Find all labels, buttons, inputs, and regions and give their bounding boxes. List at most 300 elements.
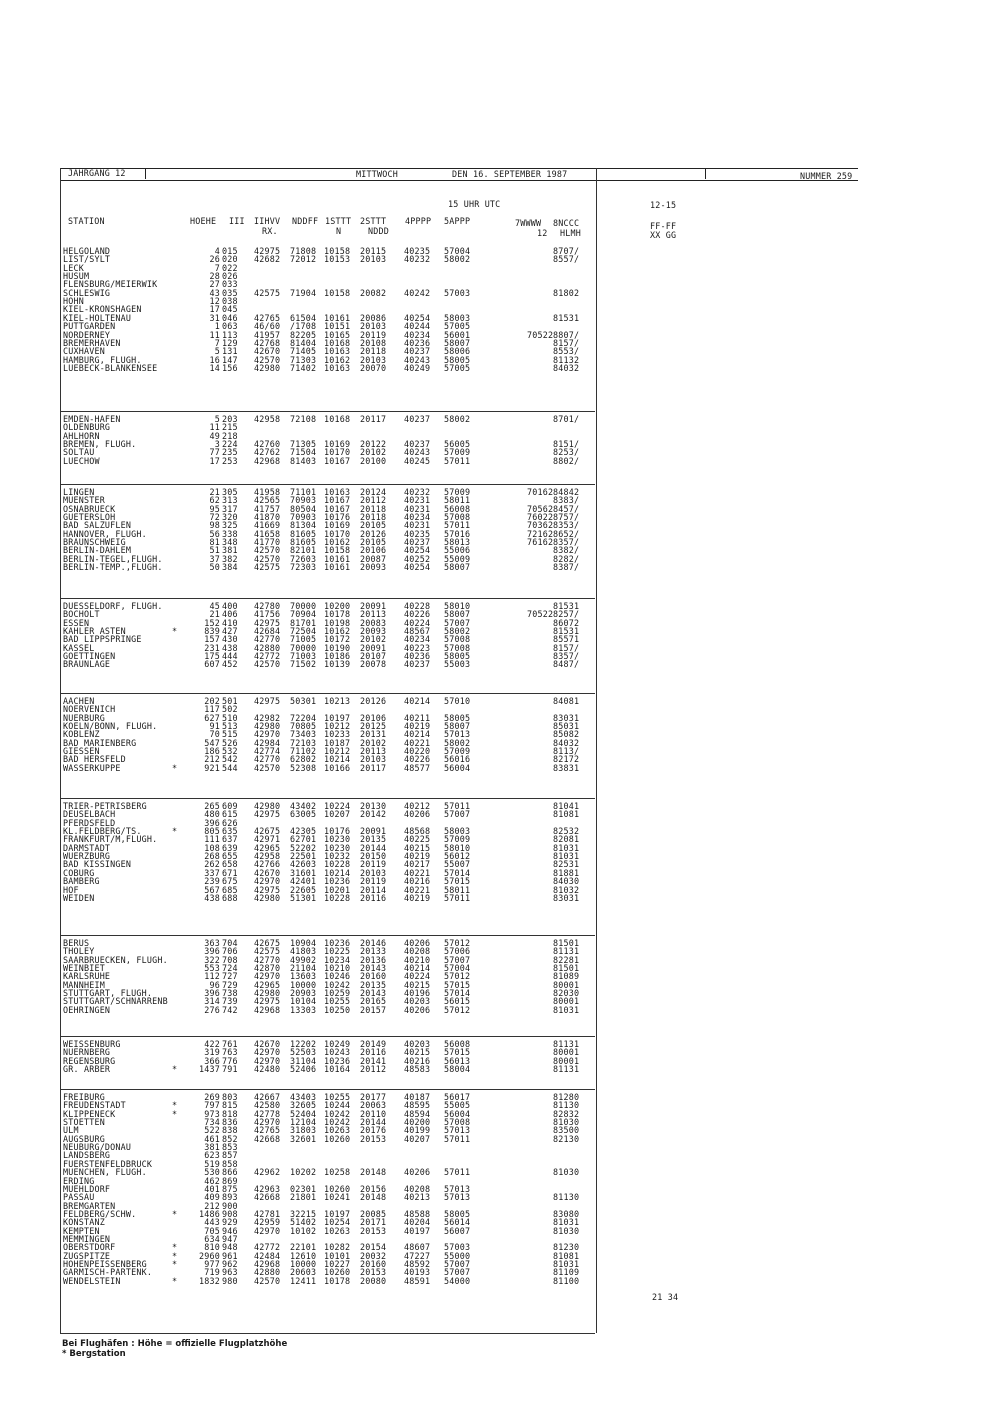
station-index: 724 — [222, 963, 238, 974]
obs-value: 82081 — [553, 834, 580, 845]
obs-value: 20085 — [360, 1208, 387, 1219]
obs-value: 10104 — [290, 996, 317, 1007]
obs-value: 57008 — [444, 1117, 471, 1128]
station-index: 963 — [222, 1267, 238, 1278]
station-height: 72 — [209, 512, 220, 523]
station-height: 973 — [204, 1108, 220, 1119]
obs-value: 42970 — [254, 1225, 281, 1236]
obs-value: 22101 — [290, 1242, 317, 1253]
obs-value: 40211 — [404, 712, 431, 723]
station-name: CUXHAVEN — [63, 346, 105, 357]
station-index: 305 — [222, 487, 238, 497]
station-index: 381 — [222, 545, 238, 556]
col-ffff: FF-FF — [650, 221, 677, 231]
obs-value: 57009 — [444, 487, 471, 497]
obs-value: 72303 — [290, 562, 317, 573]
obs-value: /1708 — [290, 321, 317, 332]
obs-value: 71904 — [290, 287, 317, 298]
obs-value: 40220 — [404, 746, 431, 757]
station-height: 396 — [204, 946, 220, 957]
obs-value: 57007 — [444, 954, 471, 965]
obs-value: 10241 — [324, 1192, 351, 1203]
station-height: 797 — [204, 1100, 220, 1111]
station-name: BAD LIPPSPRINGE — [63, 634, 142, 645]
issue-number: NUMMER 259 — [800, 171, 853, 181]
obs-value: 20103 — [360, 867, 387, 878]
obs-value: 10224 — [324, 801, 351, 811]
group-divider — [60, 1089, 595, 1090]
station-name: DARMSTADT — [63, 842, 111, 853]
station-height: 1486 — [199, 1208, 220, 1219]
obs-value: 42970 — [254, 876, 281, 887]
obs-value: 42570 — [254, 553, 281, 564]
obs-value: 58007 — [444, 562, 471, 573]
obs-value: 58007 — [444, 721, 471, 732]
obs-value: 10161 — [324, 562, 351, 573]
obs-value: 42670 — [254, 346, 281, 357]
obs-value: 82172 — [553, 754, 580, 765]
station-index: 818 — [222, 1108, 238, 1119]
obs-value: 40187 — [404, 1092, 431, 1102]
station-height: 276 — [204, 1004, 220, 1015]
station-height: 462 — [204, 1175, 220, 1186]
obs-value: 20148 — [360, 1167, 387, 1178]
obs-value: 8253/ — [553, 447, 580, 458]
obs-value: 58002 — [444, 737, 471, 748]
col-8nccc-sub2: HLMH — [560, 228, 581, 238]
obs-value: 57013 — [444, 729, 471, 740]
obs-value: 58002 — [444, 414, 471, 424]
col-4pppp: 4PPPP — [405, 216, 432, 226]
station-height: 111 — [204, 834, 220, 845]
obs-value: 57009 — [444, 746, 471, 757]
station-name: BERLIN-DAHLEM — [63, 545, 132, 556]
station-height: 56 — [209, 528, 220, 539]
obs-value: 20080 — [360, 1275, 387, 1286]
col-iihvv-sub: RX. — [262, 226, 278, 236]
obs-value: 10158 — [324, 287, 351, 298]
obs-value: 10162 — [324, 537, 351, 548]
obs-value: 58005 — [444, 354, 471, 365]
station-index: 015 — [222, 246, 238, 256]
obs-value: 10163 — [324, 487, 351, 497]
station-index: 147 — [222, 354, 238, 365]
station-height: 175 — [204, 651, 220, 662]
obs-value: 72162 — [527, 528, 554, 539]
obs-value: 40221 — [404, 884, 431, 895]
obs-value: 85031 — [553, 721, 580, 732]
station-height: 530 — [204, 1167, 220, 1178]
station-index: 729 — [222, 979, 238, 990]
station-index: 688 — [222, 892, 238, 903]
obs-value: 20143 — [360, 988, 387, 999]
obs-value: 85082 — [553, 729, 580, 740]
obs-value: 42774 — [254, 746, 281, 757]
obs-value: 40206 — [404, 938, 431, 948]
station-height: 14 — [209, 362, 220, 373]
obs-value: 20032 — [360, 1250, 387, 1261]
obs-value: 57013 — [444, 1125, 471, 1136]
col-iii: III — [229, 216, 245, 226]
obs-value: 81404 — [290, 337, 317, 348]
obs-value: 56008 — [444, 1039, 471, 1049]
obs-value: 20135 — [360, 979, 387, 990]
obs-value: 81032 — [553, 884, 580, 895]
obs-value: 10263 — [324, 1125, 351, 1136]
obs-value: 10197 — [324, 1208, 351, 1219]
obs-value: 56008 — [444, 503, 471, 514]
obs-value: 40196 — [404, 988, 431, 999]
station-height: 461 — [204, 1133, 220, 1144]
obs-value: 56004 — [444, 1108, 471, 1119]
obs-value: 81605 — [290, 537, 317, 548]
station-height: 11 — [209, 329, 220, 340]
station-index: 444 — [222, 651, 238, 662]
station-height: 70 — [209, 729, 220, 740]
obs-value: 81131 — [553, 1064, 580, 1075]
station-name: LIST/SYLT — [63, 254, 111, 265]
station-index: 947 — [222, 1233, 238, 1244]
station-name: BERLIN-TEGEL,FLUGH. — [63, 553, 163, 564]
obs-value: 10164 — [324, 1064, 351, 1075]
station-name: NUERBURG — [63, 712, 105, 723]
obs-value: 42984 — [254, 737, 281, 748]
obs-value: 20110 — [360, 1108, 387, 1119]
station-height: 231 — [204, 642, 220, 653]
obs-value: 48567 — [404, 626, 431, 637]
obs-value: 42575 — [254, 562, 281, 573]
station-height: 95 — [209, 503, 220, 514]
obs-value: 42968 — [254, 1004, 281, 1015]
obs-value: 42962 — [254, 1167, 281, 1178]
obs-value: 40225 — [404, 834, 431, 845]
station-index: 708 — [222, 954, 238, 965]
obs-value: 40243 — [404, 447, 431, 458]
station-height: 21 — [209, 609, 220, 620]
station-index: 761 — [222, 1039, 238, 1049]
obs-value: 10000 — [290, 1259, 317, 1269]
obs-value: 21104 — [290, 963, 317, 974]
station-name: PFERDSFELD — [63, 817, 116, 828]
obs-value: 81531 — [553, 601, 580, 611]
obs-value: 20087 — [360, 553, 387, 564]
station-name: FRANKFURT/M,FLUGH. — [63, 834, 158, 845]
obs-value: 42580 — [254, 1100, 281, 1111]
station-index: 639 — [222, 842, 238, 853]
station-name: COBURG — [63, 867, 95, 878]
obs-value: 81881 — [553, 867, 580, 878]
station-name: BREMGARTEN — [63, 1200, 116, 1211]
station-height: 805 — [204, 826, 220, 837]
obs-value: 82101 — [290, 545, 317, 556]
obs-value: 83500 — [553, 1125, 580, 1136]
obs-value: 10176 — [324, 826, 351, 837]
obs-value: 20102 — [360, 737, 387, 748]
obs-value: 8257/ — [553, 609, 580, 620]
obs-value: 82281 — [553, 954, 580, 965]
col-iihvv: IIHVV — [254, 216, 281, 226]
obs-value: 48568 — [404, 826, 431, 837]
station-name: BAD KISSINGEN — [63, 859, 132, 870]
station-height: 265 — [204, 801, 220, 811]
obs-value: 42668 — [254, 1192, 281, 1203]
obs-value: 43402 — [290, 801, 317, 811]
station-index: 510 — [222, 712, 238, 723]
obs-value: 84032 — [553, 362, 580, 373]
obs-value: 13603 — [290, 971, 317, 982]
obs-value: 56013 — [444, 1055, 471, 1066]
obs-value: 20091 — [360, 601, 387, 611]
obs-value: 10170 — [324, 447, 351, 458]
obs-value: 42570 — [254, 545, 281, 556]
obs-value: 42975 — [254, 884, 281, 895]
obs-value: 40212 — [404, 801, 431, 811]
station-name: GUETERSLOH — [63, 512, 116, 523]
obs-value: 20136 — [360, 954, 387, 965]
obs-value: 81501 — [553, 963, 580, 974]
obs-value: 42980 — [254, 362, 281, 373]
obs-value: 55005 — [444, 1100, 471, 1111]
station-name: PASSAU — [63, 1192, 95, 1203]
station-height: 719 — [204, 1267, 220, 1278]
obs-value: 20108 — [360, 337, 387, 348]
obs-value: 40254 — [404, 312, 431, 323]
station-name: OEHRINGEN — [63, 1004, 111, 1015]
station-name: BERLIN-TEMP.,FLUGH. — [63, 562, 163, 573]
station-index: 515 — [222, 729, 238, 740]
obs-value: 40219 — [404, 851, 431, 862]
station-height: 50 — [209, 562, 220, 573]
station-index: 382 — [222, 553, 238, 564]
obs-value: 31803 — [290, 1125, 317, 1136]
station-index: 869 — [222, 1175, 238, 1186]
obs-value: 40237 — [404, 659, 431, 670]
station-height: 623 — [204, 1150, 220, 1161]
obs-value: 81605 — [290, 528, 317, 539]
station-name: WEINBIET — [63, 963, 105, 974]
obs-value: 41669 — [254, 520, 281, 531]
obs-value: 41757 — [254, 503, 281, 514]
obs-value: 20091 — [360, 826, 387, 837]
table-border — [596, 168, 597, 1333]
station-name: MUENCHEN, FLUGH. — [63, 1167, 147, 1178]
station-height: 239 — [204, 876, 220, 887]
obs-value: 57014 — [444, 867, 471, 878]
obs-value: 82532 — [553, 826, 580, 837]
obs-value: 71003 — [290, 651, 317, 662]
obs-value: 82531 — [553, 859, 580, 870]
obs-value: 58002 — [444, 626, 471, 637]
obs-value: 8151/ — [553, 439, 580, 450]
obs-value: 20105 — [360, 537, 387, 548]
obs-value: 20107 — [360, 651, 387, 662]
obs-value: 42980 — [254, 988, 281, 999]
station-name: KASSEL — [63, 642, 95, 653]
obs-value: 41770 — [254, 537, 281, 548]
obs-value: 42959 — [254, 1217, 281, 1228]
group-divider — [60, 411, 595, 412]
station-index: 113 — [222, 329, 238, 340]
obs-value: 20112 — [360, 1064, 387, 1075]
obs-value: 70522 — [527, 609, 554, 620]
station-name: MEMMINGEN — [63, 1233, 111, 1244]
obs-value: 48607 — [404, 1242, 431, 1253]
obs-value: 10255 — [324, 996, 351, 1007]
obs-value: 40203 — [404, 996, 431, 1007]
obs-value: 83080 — [553, 1208, 580, 1219]
station-height: 4 — [214, 246, 220, 256]
obs-value: 48577 — [404, 762, 431, 773]
obs-value: 42975 — [254, 617, 281, 628]
obs-value: 48592 — [404, 1259, 431, 1269]
obs-value: 71101 — [290, 487, 317, 497]
obs-value: 20142 — [360, 809, 387, 820]
station-name: FUERSTENFELDBRUCK — [63, 1158, 153, 1169]
obs-value: 61504 — [290, 312, 317, 323]
station-height: 202 — [204, 696, 220, 706]
obs-value: 55009 — [444, 553, 471, 564]
table-bottom-rule — [60, 1333, 595, 1334]
obs-value: 42963 — [254, 1183, 281, 1194]
obs-value: 42968 — [254, 455, 281, 466]
obs-value: 10249 — [324, 1039, 351, 1049]
station-name: KIEL-KRONSHAGEN — [63, 304, 142, 315]
station-index: 803 — [222, 1092, 238, 1102]
obs-value: 40204 — [404, 1217, 431, 1228]
station-name: WASSERKUPPE — [63, 762, 121, 773]
obs-value: 57005 — [444, 362, 471, 373]
station-index: 542 — [222, 754, 238, 765]
station-index: 513 — [222, 721, 238, 732]
station-index: 406 — [222, 609, 238, 620]
obs-value: 71303 — [290, 354, 317, 365]
obs-value: 10236 — [324, 876, 351, 887]
station-height: 45 — [209, 601, 220, 611]
obs-value: 81030 — [553, 1225, 580, 1236]
obs-value: 40228 — [404, 601, 431, 611]
obs-value: 58011 — [444, 495, 471, 506]
obs-value: 55003 — [444, 659, 471, 670]
station-name: KAHLER ASTEN — [63, 626, 126, 637]
obs-value: 56014 — [444, 1217, 471, 1228]
bergstation-marker: * — [172, 1250, 178, 1261]
obs-value: 8353/ — [553, 520, 580, 531]
station-height: 268 — [204, 851, 220, 862]
station-height: 634 — [204, 1233, 220, 1244]
obs-value: 10168 — [324, 337, 351, 348]
group-divider — [60, 935, 595, 936]
obs-value: 20117 — [360, 762, 387, 773]
obs-value: 20119 — [360, 859, 387, 870]
station-name: BAD HERSFELD — [63, 754, 126, 765]
obs-value: 81030 — [553, 1117, 580, 1128]
obs-value: 10176 — [324, 512, 351, 523]
station-height: 734 — [204, 1117, 220, 1128]
obs-value: 42880 — [254, 1267, 281, 1278]
obs-value: 40219 — [404, 892, 431, 903]
obs-value: 42958 — [254, 414, 281, 424]
station-index: 022 — [222, 262, 238, 273]
station-name: LUECHOW — [63, 455, 100, 466]
station-index: 131 — [222, 346, 238, 357]
station-name: EMDEN-HAFEN — [63, 414, 121, 424]
obs-value: 46/60 — [254, 321, 281, 332]
obs-value: 20176 — [360, 1125, 387, 1136]
station-height: 49 — [209, 430, 220, 441]
obs-value: 42668 — [254, 1133, 281, 1144]
station-height: 401 — [204, 1183, 220, 1194]
obs-value: 57007 — [444, 617, 471, 628]
obs-value: 42958 — [254, 851, 281, 862]
obs-value: 20177 — [360, 1092, 387, 1102]
obs-value: 42670 — [254, 1039, 281, 1049]
footer-legend: * Bergstation — [62, 1349, 126, 1359]
station-index: 129 — [222, 337, 238, 348]
obs-value: 40231 — [404, 495, 431, 506]
obs-value: 10190 — [324, 642, 351, 653]
obs-value: 20105 — [360, 520, 387, 531]
station-height: 81 — [209, 537, 220, 548]
station-index: 026 — [222, 271, 238, 282]
obs-value: 40206 — [404, 1167, 431, 1178]
obs-value: 10151 — [324, 321, 351, 332]
obs-value: 51402 — [290, 1217, 317, 1228]
obs-value: 10212 — [324, 746, 351, 757]
obs-value: 40219 — [404, 721, 431, 732]
obs-value: 10202 — [290, 1167, 317, 1178]
station-name: STOETTEN — [63, 1117, 105, 1128]
obs-value: 42970 — [254, 1055, 281, 1066]
obs-value: 71504 — [290, 447, 317, 458]
obs-value: 80001 — [553, 1055, 580, 1066]
obs-value: 20093 — [360, 562, 387, 573]
obs-value: 86072 — [553, 617, 580, 628]
station-name: GR. ARBER — [63, 1064, 111, 1075]
obs-value: 40215 — [404, 1047, 431, 1058]
station-name: GARMISCH-PARTENK. — [63, 1267, 153, 1278]
obs-value: 81130 — [553, 1192, 580, 1203]
obs-value: 42980 — [254, 892, 281, 903]
col-7wwww: 7WWWW — [515, 218, 542, 228]
obs-value: 42480 — [254, 1064, 281, 1075]
obs-value: 20126 — [360, 528, 387, 539]
obs-value: 52503 — [290, 1047, 317, 1058]
obs-value: 20133 — [360, 946, 387, 957]
obs-value: 10904 — [290, 938, 317, 948]
station-index: 738 — [222, 988, 238, 999]
station-index: 532 — [222, 746, 238, 757]
obs-value: 10162 — [324, 626, 351, 637]
station-height: 522 — [204, 1125, 220, 1136]
obs-value: 10243 — [324, 1047, 351, 1058]
obs-value: 20141 — [360, 1055, 387, 1066]
obs-value: 76022 — [527, 512, 554, 523]
weekday-label: MITTWOCH — [356, 169, 398, 179]
obs-value: 47227 — [404, 1250, 431, 1261]
station-name: LANDSBERG — [63, 1150, 111, 1161]
obs-value: 20063 — [360, 1100, 387, 1111]
obs-value: 10260 — [324, 1133, 351, 1144]
station-name: NUERNBERG — [63, 1047, 111, 1058]
bergstation-marker: * — [172, 1208, 178, 1219]
obs-value: 20116 — [360, 1047, 387, 1058]
station-height: 17 — [209, 304, 220, 315]
obs-value: 40231 — [404, 503, 431, 514]
obs-value: 42778 — [254, 1108, 281, 1119]
col-8nccc: 8NCCC — [553, 218, 580, 228]
obs-value: 81501 — [553, 938, 580, 948]
obs-value: 40221 — [404, 867, 431, 878]
